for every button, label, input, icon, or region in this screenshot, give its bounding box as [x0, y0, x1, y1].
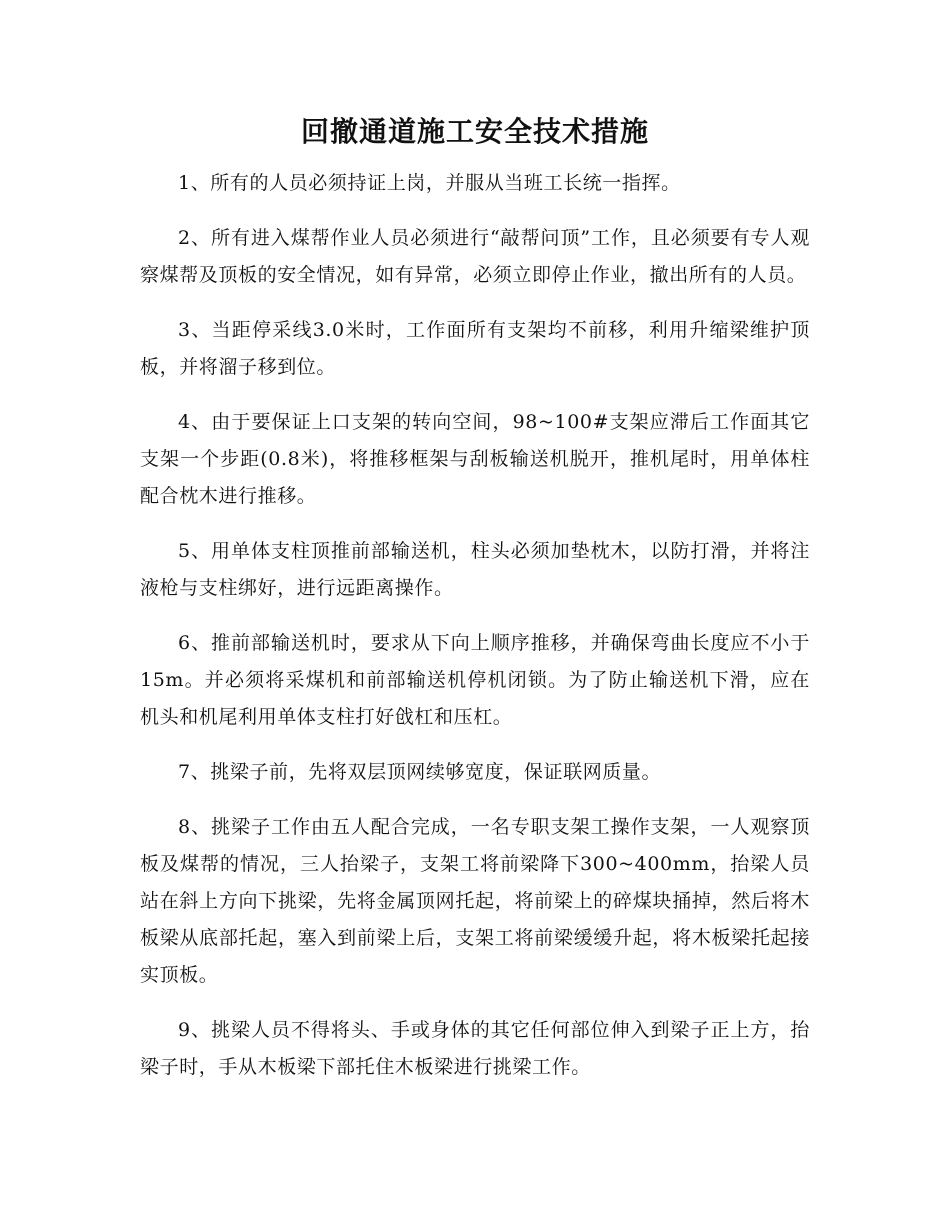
paragraph-9: 9、挑梁人员不得将头、手或身体的其它任何部位伸入到梁子正上方，抬梁子时，手从木板梁下部托住木板梁进行挑梁工作。 [140, 1019, 810, 1078]
document-title: 回撤通道施工安全技术措施 [300, 115, 649, 148]
paragraph-4: 4、由于要保证上口支架的转向空间，98~100#支架应滞后工作面其它支架一个步距(0.8米)，将推移框架与刮板输送机脱开，推机尾时，用单体柱配合枕木进行推移。 [140, 411, 810, 507]
paragraph-7: 7、挑梁子前，先将双层顶网续够宽度，保证联网质量。 [178, 761, 662, 783]
paragraph-1: 1、所有的人员必须持证上岗，并服从当班工长统一指挥。 [178, 172, 681, 194]
paragraph-6: 6、推前部输送机时，要求从下向上顺序推移，并确保弯曲长度应不小于15m。并必须将采煤机和前部输送机停机闭锁。为了防止输送机下滑，应在机头和机尾利用单体支柱打好戗杠和压杠。 [140, 632, 810, 728]
paragraph-8: 8、挑梁子工作由五人配合完成，一名专职支架工操作支架，一人观察顶板及煤帮的情况，三人抬梁子，支架工将前梁降下300~400mm，抬梁人员站在斜上方向下挑梁，先将金属顶网托起，将前梁上的碎煤块捅掉，然后将木板梁从底部托起，塞入到前梁上后，支架工将前梁缓缓升起，将木板梁托起接实顶板。 [140, 816, 810, 986]
document-body [140, 165, 810, 1104]
paragraph-3: 3、当距停采线3.0米时，工作面所有支架均不前移，利用升缩梁维护顶板，并将溜子移到位。 [140, 319, 810, 378]
paragraph-2: 2、所有进入煤帮作业人员必须进行“敲帮问顶”工作，且必须要有专人观察煤帮及顶板的安全情况，如有异常，必须立即停止作业，撤出所有的人员。 [140, 227, 810, 286]
paragraph-5: 5、用单体支柱顶推前部输送机，柱头必须加垫枕木，以防打滑，并将注液枪与支柱绑好，进行远距离操作。 [140, 540, 810, 599]
